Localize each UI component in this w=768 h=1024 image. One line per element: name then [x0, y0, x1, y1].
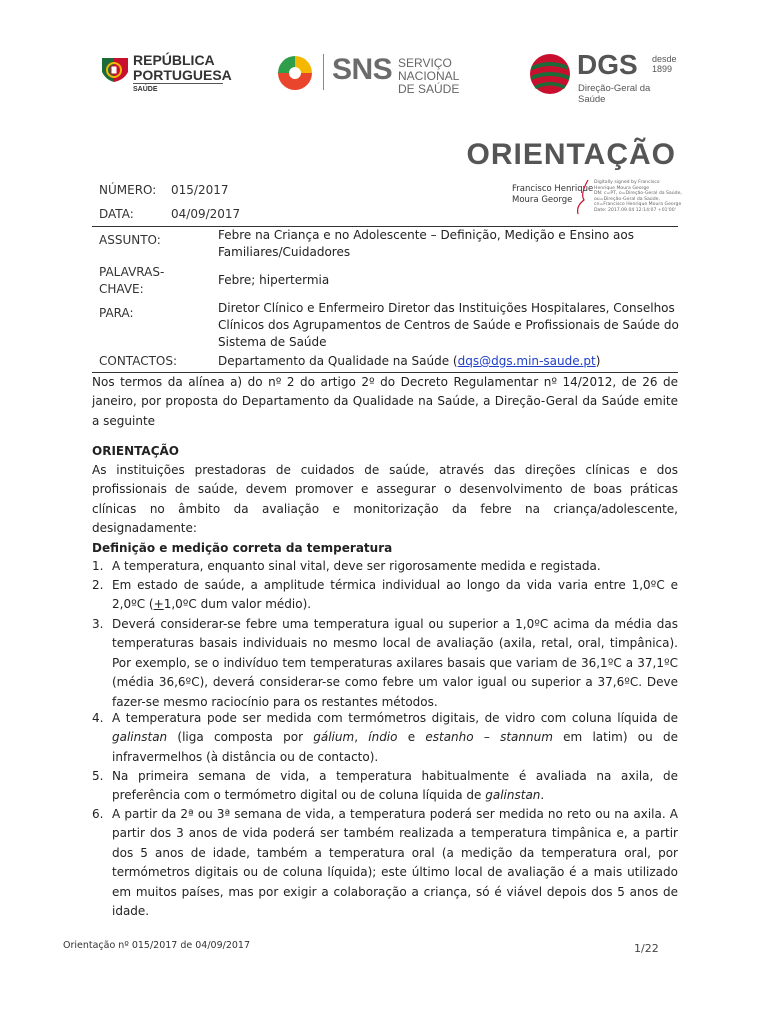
dgs-desde: desde: [652, 54, 677, 64]
list-text-part: Na primeira semana de vida, a temperatura habitualmente é avaliada na axila, de preferência com o termómetro digital ou de coluna líquida de: [112, 769, 678, 803]
assunto-label: ASSUNTO:: [99, 233, 161, 247]
palavras-chave-value: Febre; hipertermia: [218, 273, 330, 287]
data-value: 04/09/2017: [171, 207, 241, 221]
subheading: Definição e medição correta da temperatura: [92, 541, 393, 555]
signature-detail-line: DN: c=PT, o=Direção-Geral da Saúde,: [594, 191, 682, 197]
republica-portuguesa-logo: [100, 50, 240, 100]
list-number: 5.: [92, 769, 104, 783]
sns-fullname: [398, 57, 505, 96]
footer-reference: Orientação nº 015/2017 de 04/09/2017: [63, 940, 251, 951]
list-text: Deverá considerar-se febre uma temperatura igual ou superior a 1,0ºC acima da média das temperaturas basais individuais no mesmo local de avaliação (axila, retal, oral, timpânica). Por exemplo, se o indivíduo tem temperaturas axilares basais que variam de 36,1ºC a 37,1ºC (média 36,6ºC), deverá considerar-se como febre um valor igual ou superior a 37,6ºC. Deve fazer-se mesmo raciocínio para os restantes métodos.: [112, 617, 678, 709]
list-item: [92, 557, 678, 576]
list-number: 4.: [92, 711, 104, 725]
dgs-year: 1899: [652, 64, 673, 74]
contact-email-link[interactable]: dqs@dgs.min-saude.pt: [457, 354, 596, 368]
contactos-label: CONTACTOS:: [99, 354, 178, 368]
list-text-part: ,: [354, 730, 369, 745]
dgs-abbr: DGS: [577, 49, 638, 80]
list-text-part: (liga composta por: [167, 730, 314, 745]
signature-details: [594, 180, 684, 214]
list-text: [92, 767, 678, 806]
list-number: 1.: [92, 559, 104, 573]
list-text: [92, 709, 678, 767]
list-text-part: em latim) ou de infravermelhos (à distância ou de contacto).: [112, 730, 678, 764]
signature-detail-line: Henrique Moura George: [594, 185, 650, 191]
signature-name-line1: Francisco Henrique: [512, 184, 594, 194]
list-number: 2.: [92, 578, 104, 592]
republica-sub: SAÚDE: [133, 86, 158, 93]
coat-of-arms-icon: [100, 54, 130, 86]
signature-detail-line: Date: 2017.09.04 12:14:07 +01'00': [594, 207, 676, 213]
page-number: 1/22: [634, 942, 659, 955]
list-text: A temperatura, enquanto sinal vital, deve ser rigorosamente medida e registada.: [112, 559, 601, 573]
plus-minus-symbol: +: [153, 597, 164, 612]
section-heading: ORIENTAÇÃO: [92, 444, 179, 458]
signature-detail-line: ou=Direção-Geral da Saúde,: [594, 196, 660, 202]
sns-abbr: SNS: [332, 53, 393, 86]
list-item: [92, 576, 678, 615]
republica-line2: PORTUGUESA: [133, 67, 232, 83]
list-text-italic: estanho – stannum: [425, 730, 553, 745]
list-text-part: 1,0ºC dum valor médio).: [163, 597, 312, 612]
palavras-chave-label-line1: PALAVRAS-: [99, 265, 165, 279]
list-number: 3.: [92, 617, 104, 631]
para-label: PARA:: [99, 306, 134, 320]
section-body: As instituições prestadoras de cuidados de saúde, através das direções clínicas e dos profissionais de saúde, devem promover e assegurar o desenvolvimento de boas práticas clínicas no âmbito da avaliação e monitorização da febre na criança/adolescente, designadamente:: [92, 463, 678, 536]
list-text-part: e: [397, 730, 426, 745]
sns-line2: DE SAÚDE: [398, 82, 460, 96]
signature-detail-line: Digitally signed by Francisco: [594, 180, 660, 185]
numero-label: NÚMERO:: [99, 183, 157, 197]
list-text-italic: índio: [368, 730, 398, 745]
dgs-subtitle: Direção-Geral da Saúde: [578, 83, 651, 105]
signature-name-line2: Moura George: [512, 195, 573, 205]
dgs-since: [652, 54, 677, 74]
list-item: [92, 709, 678, 767]
list-item: [92, 767, 678, 806]
list-text-part: Em estado de saúde, a amplitude térmica individual ao longo da vida varia entre 1,0ºC e 2,0ºC (: [112, 578, 678, 612]
list-text-part: A temperatura pode ser medida com termómetros digitais, de vidro com coluna líquida de: [112, 711, 678, 725]
sns-line1: SERVIÇO NACIONAL: [398, 56, 460, 83]
republica-text: [133, 53, 232, 83]
contactos-text: Departamento da Qualidade na Saúde (: [218, 354, 458, 368]
list-text: A partir da 2ª ou 3ª semana de vida, a temperatura poderá ser medida no reto ou na axila. A partir dos 3 anos de vida poderá ser também realizada a temperatura timpânica e, a partir dos 5 anos de idade, também a temperatura oral (a medição da temperatura oral, por termómetros digitais ou de coluna líquida); este último local de avaliação é a mais utilizado em muitos países, mas por exigir a colaboração a criança, só é viável depois dos 5 anos de idade.: [112, 807, 678, 919]
dgs-symbol-icon: [528, 50, 572, 96]
list-number: 6.: [92, 807, 104, 821]
palavras-chave-label-line2: CHAVE:: [99, 282, 144, 296]
intro-paragraph: Nos termos da alínea a) do nº 2 do artigo 2º do Decreto Regulamentar nº 14/2012, de 26 de janeiro, por proposta do Departamento da Qualidade na Saúde, a Direção-Geral da Saúde emite a seguinte: [92, 375, 678, 428]
list-text-italic: gálium: [313, 730, 355, 745]
contactos-value: [218, 353, 680, 370]
numero-value: 015/2017: [171, 183, 229, 197]
palavras-chave-label: [99, 264, 164, 298]
contactos-text-end: ): [595, 354, 601, 368]
data-label: DATA:: [99, 207, 134, 221]
signature-scribble-icon: [570, 178, 596, 216]
sns-logo: [275, 52, 505, 94]
sns-divider: [323, 54, 324, 90]
republica-line1: REPÚBLICA: [133, 52, 215, 68]
list-text-italic: galinstan: [112, 730, 168, 745]
signature-detail-line: cn=Francisco Henrique Moura George: [594, 202, 682, 208]
dgs-logo: [528, 49, 680, 105]
list-text: [92, 576, 678, 615]
list-text-italic: galinstan: [485, 788, 541, 803]
list-item: [92, 615, 678, 712]
list-text-part: .: [540, 788, 545, 803]
para-value: Diretor Clínico e Enfermeiro Diretor das Instituições Hospitalares, Conselhos Clínicos dos Agrupamentos de Centros de Saúde e Profissionais de Saúde do Sistema de Saúde: [218, 301, 679, 349]
document-title: ORIENTAÇÃO: [466, 138, 676, 171]
republica-rule: [133, 83, 223, 84]
assunto-value: Febre na Criança e no Adolescente – Definição, Medição e Ensino aos Familiares/Cuidadores: [218, 228, 634, 259]
sns-symbol-icon: [275, 54, 315, 92]
list-item: [92, 805, 678, 921]
